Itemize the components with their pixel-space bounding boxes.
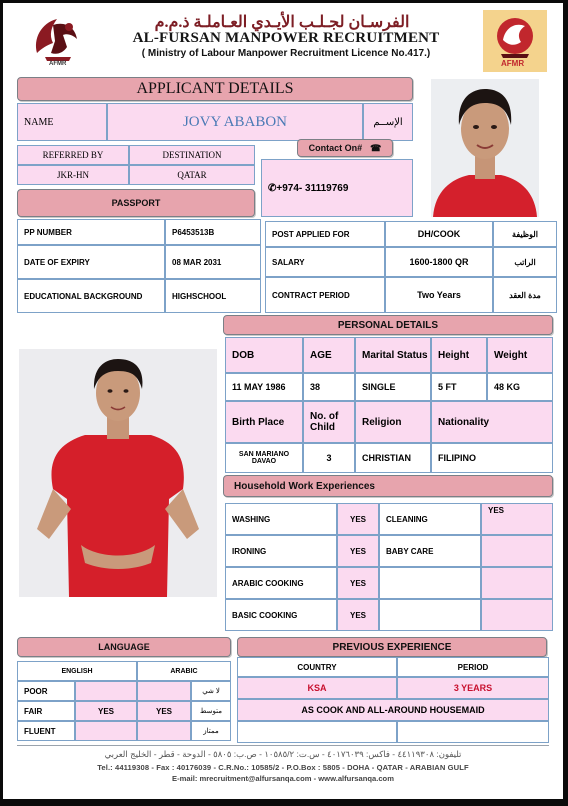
skill-empty-value-1 [481,567,553,599]
skill-washing-label: WASHING [225,503,337,535]
religion-value: CHRISTIAN [355,443,431,473]
education-label: EDUCATIONAL BACKGROUND [17,279,165,313]
contract-period-label: CONTRACT PERIOD [265,277,385,313]
licence-line: ( Ministry of Labour Manpower Recruitment Licence No.417.) [141,48,431,59]
passport-section-title: PASSPORT [17,189,255,217]
experience-description: AS COOK AND ALL-AROUND HOUSEMAID [237,699,549,721]
post-applied-label-arabic: الوظيفة [493,221,557,247]
skill-arabic-cooking-label: ARABIC COOKING [225,567,337,599]
language-fluent-english [75,721,137,741]
skill-empty-value-2 [481,599,553,631]
footer-divider [17,745,549,746]
height-header: Height [431,337,487,373]
post-applied-value: DH/COOK [385,221,493,247]
experience-col-period: PERIOD [397,657,549,677]
experience-empty-right [397,721,549,743]
weight-header: Weight [487,337,553,373]
skill-baby-care-value [481,535,553,567]
marital-status-value: SINGLE [355,373,431,401]
company-logo-left [29,13,85,71]
salary-value: 1600-1800 QR [385,247,493,277]
applicant-name: JOVY ABABON [107,103,363,141]
applicant-full-body-photo [19,349,217,597]
destination-label: DESTINATION [129,145,255,165]
no-of-child-header: No. of Child [303,401,355,443]
skill-cleaning-value: YES [481,503,553,535]
skill-baby-care-label: BABY CARE [379,535,481,567]
age-value: 38 [303,373,355,401]
experience-country: KSA [237,677,397,699]
skill-washing-value: YES [337,503,379,535]
age-header: AGE [303,337,355,373]
nationality-header: Nationality [431,401,553,443]
skill-cleaning-label: CLEANING [379,503,481,535]
contract-period-value: Two Years [385,277,493,313]
contract-period-label-arabic: مدة العقد [493,277,557,313]
language-poor-english [75,681,137,701]
birth-place-header: Birth Place [225,401,303,443]
language-poor-label-arabic: لا شي [191,681,231,701]
company-logo-right [483,10,547,72]
nationality-value: FILIPINO [431,443,553,473]
footer-arabic: تليفون: ٤٤١١٩٣٠٨ - فاكس: ٤٠١٧٦٠٣٩ - س.ت: ١٠٥٨٥/٢ - ص.ب: ٥٨٠٥ - الدوحة - قطر - الخليج العربي [104,749,462,759]
skill-empty-label-1 [379,567,481,599]
post-applied-label: POST APPLIED FOR [265,221,385,247]
dob-value: 11 MAY 1986 [225,373,303,401]
language-col-arabic: ARABIC [137,661,231,681]
experience-col-country: COUNTRY [237,657,397,677]
salary-label-arabic: الراتب [493,247,557,277]
company-name-arabic: الفرسـان لجـلـب الأيـدي العـاملـة ذ.م.م [154,14,410,31]
name-label-arabic: الإســم [363,103,413,141]
language-fair-label-arabic: متوسط [191,701,231,721]
experience-section-title: PREVIOUS EXPERIENCE [237,637,547,657]
language-fair-english: YES [75,701,137,721]
company-name: AL-FURSAN MANPOWER RECRUITMENT [132,30,440,46]
experience-empty-left [237,721,397,743]
logo-label-right: AFMR [501,59,525,68]
experience-period: 3 YEARS [397,677,549,699]
no-of-child-value: 3 [303,443,355,473]
language-poor-arabic [137,681,191,701]
skill-ironing-value: YES [337,535,379,567]
contact-label: Contact On# [308,143,363,153]
name-label: NAME [17,103,107,141]
applicant-section-title: APPLICANT DETAILS [17,77,413,101]
pp-number-label: PP NUMBER [17,219,165,245]
language-fair-label: FAIR [17,701,75,721]
dob-header: DOB [225,337,303,373]
language-section-title: LANGUAGE [17,637,231,657]
religion-header: Religion [355,401,431,443]
language-fluent-label-arabic: ممتاز [191,721,231,741]
skill-empty-label-2 [379,599,481,631]
skill-basic-cooking-label: BASIC COOKING [225,599,337,631]
applicant-portrait-photo [431,79,539,217]
personal-section-title: PERSONAL DETAILS [223,315,553,335]
logo-label-left: AFMR [49,61,67,67]
pp-number-value: P6453513B [165,219,261,245]
phone-icon: ☎ [370,142,382,153]
skill-basic-cooking-value: YES [337,599,379,631]
language-fluent-arabic [137,721,191,741]
language-poor-label: POOR [17,681,75,701]
footer-email-line: E-mail: mrecruitment@alfursanqa.com - www.alfursanqa.com [172,774,394,783]
skill-arabic-cooking-value: YES [337,567,379,599]
language-fluent-label: FLUENT [17,721,75,741]
contact-value: ✆+974- 31119769 [261,159,413,217]
language-fair-arabic: YES [137,701,191,721]
language-col-english: ENGLISH [17,661,137,681]
education-value: HIGHSCHOOL [165,279,261,313]
contact-header [297,139,393,157]
salary-label: SALARY [265,247,385,277]
household-section-title: Household Work Experiences [223,475,553,497]
footer-contact-line: Tel.: 44119308 - Fax : 40176039 - C.R.No.: 10585/2 - P.O.Box : 5805 - DOHA - QATAR - ARABIAN GULF [97,763,469,772]
date-of-expiry-value: 08 MAR 2031 [165,245,261,279]
weight-value: 48 KG [487,373,553,401]
date-of-expiry-label: DATE OF EXPIRY [17,245,165,279]
cv-page [3,3,563,799]
destination-value: QATAR [129,165,255,185]
referred-by-value: JKR-HN [17,165,129,185]
skill-ironing-label: IRONING [225,535,337,567]
height-value: 5 FT [431,373,487,401]
referred-by-label: REFERRED BY [17,145,129,165]
birth-place-value: SAN MARIANO DAVAO [225,443,303,473]
marital-status-header: Marital Status [355,337,431,373]
